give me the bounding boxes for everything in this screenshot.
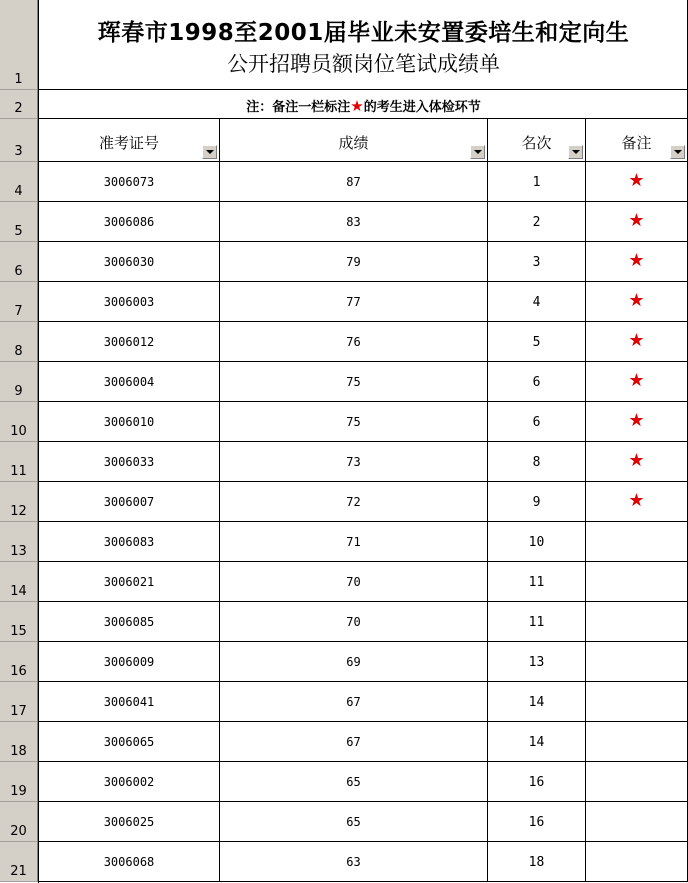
row-header[interactable] (0, 322, 38, 362)
note-text (39, 96, 688, 115)
score-cell[interactable] (220, 802, 488, 842)
row-number: 1 (14, 72, 23, 87)
exam-id-cell[interactable] (39, 362, 220, 402)
exam-id-cell[interactable] (39, 642, 220, 682)
row-header[interactable] (0, 0, 38, 90)
rank-cell[interactable] (488, 482, 586, 522)
rank-cell[interactable] (488, 282, 586, 322)
remark-cell[interactable] (586, 842, 688, 882)
row-header[interactable] (0, 162, 38, 202)
rank-cell[interactable] (488, 642, 586, 682)
row-header[interactable] (0, 282, 38, 322)
remark-cell[interactable] (586, 682, 688, 722)
row-header[interactable] (0, 362, 38, 402)
star-icon: ★ (628, 330, 645, 351)
cell-value: 76 (346, 335, 361, 349)
star-icon: ★ (628, 410, 645, 431)
remark-cell[interactable] (586, 442, 688, 482)
page-subtitle: 公开招聘员额岗位笔试成绩单 (227, 52, 500, 76)
cell-value: 14 (528, 735, 545, 750)
exam-id-cell[interactable] (39, 402, 220, 442)
score-cell[interactable] (220, 162, 488, 202)
remark-cell[interactable] (586, 242, 688, 282)
cell-value: 79 (346, 255, 361, 269)
cell-value: 16 (528, 815, 545, 830)
score-cell[interactable] (220, 562, 488, 602)
cell-value: 3006030 (103, 255, 155, 269)
cell-value: 67 (346, 695, 361, 709)
page-title: 珲春市1998至2001届毕业未安置委培生和定向生 (97, 20, 630, 46)
remark-cell[interactable] (586, 282, 688, 322)
cell-value: 3006073 (103, 175, 155, 189)
score-cell[interactable] (220, 722, 488, 762)
filter-dropdown-icon[interactable] (568, 145, 583, 159)
cell-value: 67 (346, 735, 361, 749)
cell-value: 77 (346, 295, 361, 309)
cell-value: 3 (532, 255, 541, 270)
row-header[interactable] (0, 642, 38, 682)
rank-cell[interactable] (488, 722, 586, 762)
header-score-label: 成绩 (338, 134, 369, 152)
row-header[interactable] (0, 762, 38, 802)
rank-cell[interactable] (488, 842, 586, 882)
cell-value: 3006068 (103, 855, 155, 869)
header-remark-label: 备注 (621, 134, 652, 152)
cell-value: 9 (532, 495, 541, 510)
row-number: 7 (14, 304, 23, 319)
row-header[interactable] (0, 402, 38, 442)
cell-value: 87 (346, 175, 361, 189)
score-cell[interactable] (220, 242, 488, 282)
cell-value: 70 (346, 615, 361, 629)
score-cell[interactable] (220, 482, 488, 522)
row-number: 16 (10, 664, 27, 679)
cell-value: 2 (532, 215, 541, 230)
cell-value: 65 (346, 775, 361, 789)
exam-id-cell[interactable] (39, 242, 220, 282)
remark-cell[interactable] (586, 202, 688, 242)
filter-dropdown-icon[interactable] (202, 145, 217, 159)
exam-id-cell[interactable] (39, 322, 220, 362)
cell-value: 5 (532, 335, 541, 350)
exam-id-cell[interactable] (39, 682, 220, 722)
row-number: 11 (10, 464, 27, 479)
row-header[interactable] (0, 242, 38, 282)
filter-dropdown-icon[interactable] (670, 145, 685, 159)
rank-cell[interactable] (488, 562, 586, 602)
cell-value: 70 (346, 575, 361, 589)
remark-cell[interactable] (586, 602, 688, 642)
star-icon: ★ (628, 490, 645, 511)
row-number: 6 (14, 264, 23, 279)
cell-value: 3006033 (103, 455, 155, 469)
header-rank[interactable] (488, 119, 586, 162)
header-exam-id-label: 准考证号 (98, 134, 159, 152)
remark-cell[interactable] (586, 162, 688, 202)
cell-value: 16 (528, 775, 545, 790)
cell-value: 11 (528, 615, 545, 630)
row-header[interactable] (0, 90, 38, 119)
star-icon: ★ (628, 210, 645, 231)
score-cell[interactable] (220, 282, 488, 322)
cell-value: 3006085 (103, 615, 155, 629)
row-header[interactable] (0, 602, 38, 642)
cell-value: 6 (532, 375, 541, 390)
row-header[interactable] (0, 522, 38, 562)
row-number: 2 (14, 101, 23, 116)
row-number: 19 (10, 784, 27, 799)
row-number: 17 (10, 704, 27, 719)
exam-id-cell[interactable] (39, 762, 220, 802)
star-icon: ★ (628, 250, 645, 271)
row-header[interactable] (0, 562, 38, 602)
cell-value: 1 (532, 175, 541, 190)
cell-value: 3006007 (103, 495, 155, 509)
cell-value: 3006086 (103, 215, 155, 229)
star-icon: ★ (628, 450, 645, 471)
header-remark[interactable] (586, 119, 688, 162)
cell-value: 3006065 (103, 735, 155, 749)
cell-value: 3006004 (103, 375, 155, 389)
cell-value: 72 (346, 495, 361, 509)
remark-cell[interactable] (586, 802, 688, 842)
row-header[interactable] (0, 682, 38, 722)
star-icon: ★ (628, 170, 645, 191)
cell-value: 3006041 (103, 695, 155, 709)
exam-id-cell[interactable] (39, 522, 220, 562)
remark-cell[interactable] (586, 362, 688, 402)
score-cell[interactable] (220, 642, 488, 682)
cell-value: 4 (532, 295, 541, 310)
cell-value: 3006010 (103, 415, 155, 429)
cell-value: 14 (528, 695, 545, 710)
header-exam-id[interactable] (39, 119, 220, 162)
cell-value: 3006012 (103, 335, 155, 349)
cell-value: 3006021 (103, 575, 155, 589)
row-number: 3 (14, 144, 23, 159)
cell-value: 75 (346, 375, 361, 389)
star-icon: ★ (628, 370, 645, 391)
row-number: 12 (10, 504, 27, 519)
row-number: 8 (14, 344, 23, 359)
cell-value: 83 (346, 215, 361, 229)
score-cell[interactable] (220, 762, 488, 802)
exam-id-cell[interactable] (39, 482, 220, 522)
cell-value: 13 (528, 655, 545, 670)
exam-id-cell[interactable] (39, 442, 220, 482)
exam-id-cell[interactable] (39, 562, 220, 602)
remark-cell[interactable] (586, 722, 688, 762)
remark-cell[interactable] (586, 322, 688, 362)
row-header[interactable] (0, 202, 38, 242)
note-suffix: 的考生进入体检环节 (363, 100, 481, 115)
cell-value: 8 (532, 455, 541, 470)
rank-cell[interactable] (488, 682, 586, 722)
rank-cell[interactable] (488, 442, 586, 482)
rank-cell[interactable] (488, 402, 586, 442)
cell-value: 63 (346, 855, 361, 869)
header-score[interactable] (220, 119, 488, 162)
exam-id-cell[interactable] (39, 802, 220, 842)
cell-value: 18 (528, 855, 545, 870)
score-cell[interactable] (220, 842, 488, 882)
exam-id-cell[interactable] (39, 842, 220, 882)
score-cell[interactable] (220, 322, 488, 362)
row-number: 10 (10, 424, 27, 439)
cell-value: 11 (528, 575, 545, 590)
exam-id-cell[interactable] (39, 722, 220, 762)
row-number: 21 (10, 864, 27, 879)
exam-id-cell[interactable] (39, 602, 220, 642)
cell-value: 69 (346, 655, 361, 669)
row-number: 15 (10, 624, 27, 639)
rank-cell[interactable] (488, 322, 586, 362)
score-cell[interactable] (220, 522, 488, 562)
score-cell[interactable] (220, 442, 488, 482)
score-cell[interactable] (220, 202, 488, 242)
row-number: 9 (14, 384, 23, 399)
row-header[interactable] (0, 442, 38, 482)
rank-cell[interactable] (488, 802, 586, 842)
cell-value: 10 (528, 535, 545, 550)
cell-value: 3006083 (103, 535, 155, 549)
exam-id-cell[interactable] (39, 162, 220, 202)
cell-value: 3006003 (103, 295, 155, 309)
remark-cell[interactable] (586, 482, 688, 522)
row-number: 14 (10, 584, 27, 599)
score-cell[interactable] (220, 602, 488, 642)
remark-cell[interactable] (586, 762, 688, 802)
rank-cell[interactable] (488, 602, 586, 642)
rank-cell[interactable] (488, 202, 586, 242)
cell-value: 3006025 (103, 815, 155, 829)
cell-value: 73 (346, 455, 361, 469)
remark-cell[interactable] (586, 522, 688, 562)
rank-cell[interactable] (488, 762, 586, 802)
cell-value: 6 (532, 415, 541, 430)
row-number: 18 (10, 744, 27, 759)
rank-cell[interactable] (488, 362, 586, 402)
row-header[interactable] (0, 722, 38, 762)
row-header[interactable] (0, 119, 38, 162)
row-header[interactable] (0, 482, 38, 522)
score-cell[interactable] (220, 682, 488, 722)
cell-value: 71 (346, 535, 361, 549)
row-number: 13 (10, 544, 27, 559)
score-cell[interactable] (220, 402, 488, 442)
row-header[interactable] (0, 802, 38, 842)
exam-id-cell[interactable] (39, 202, 220, 242)
cell-value: 65 (346, 815, 361, 829)
star-icon: ★ (628, 290, 645, 311)
rank-cell[interactable] (488, 522, 586, 562)
remark-cell[interactable] (586, 402, 688, 442)
header-rank-label: 名次 (521, 134, 552, 152)
star-icon: ★ (350, 97, 364, 115)
rank-cell[interactable] (488, 162, 586, 202)
row-number: 5 (14, 224, 23, 239)
remark-cell[interactable] (586, 642, 688, 682)
rank-cell[interactable] (488, 242, 586, 282)
filter-dropdown-icon[interactable] (470, 145, 485, 159)
exam-id-cell[interactable] (39, 282, 220, 322)
row-number: 4 (14, 184, 23, 199)
cell-value: 3006009 (103, 655, 155, 669)
remark-cell[interactable] (586, 562, 688, 602)
cell-value: 3006002 (103, 775, 155, 789)
row-number: 20 (10, 824, 27, 839)
cell-value: 75 (346, 415, 361, 429)
score-cell[interactable] (220, 362, 488, 402)
note-prefix: 注：备注一栏标注 (246, 100, 351, 115)
row-header[interactable] (0, 842, 38, 882)
